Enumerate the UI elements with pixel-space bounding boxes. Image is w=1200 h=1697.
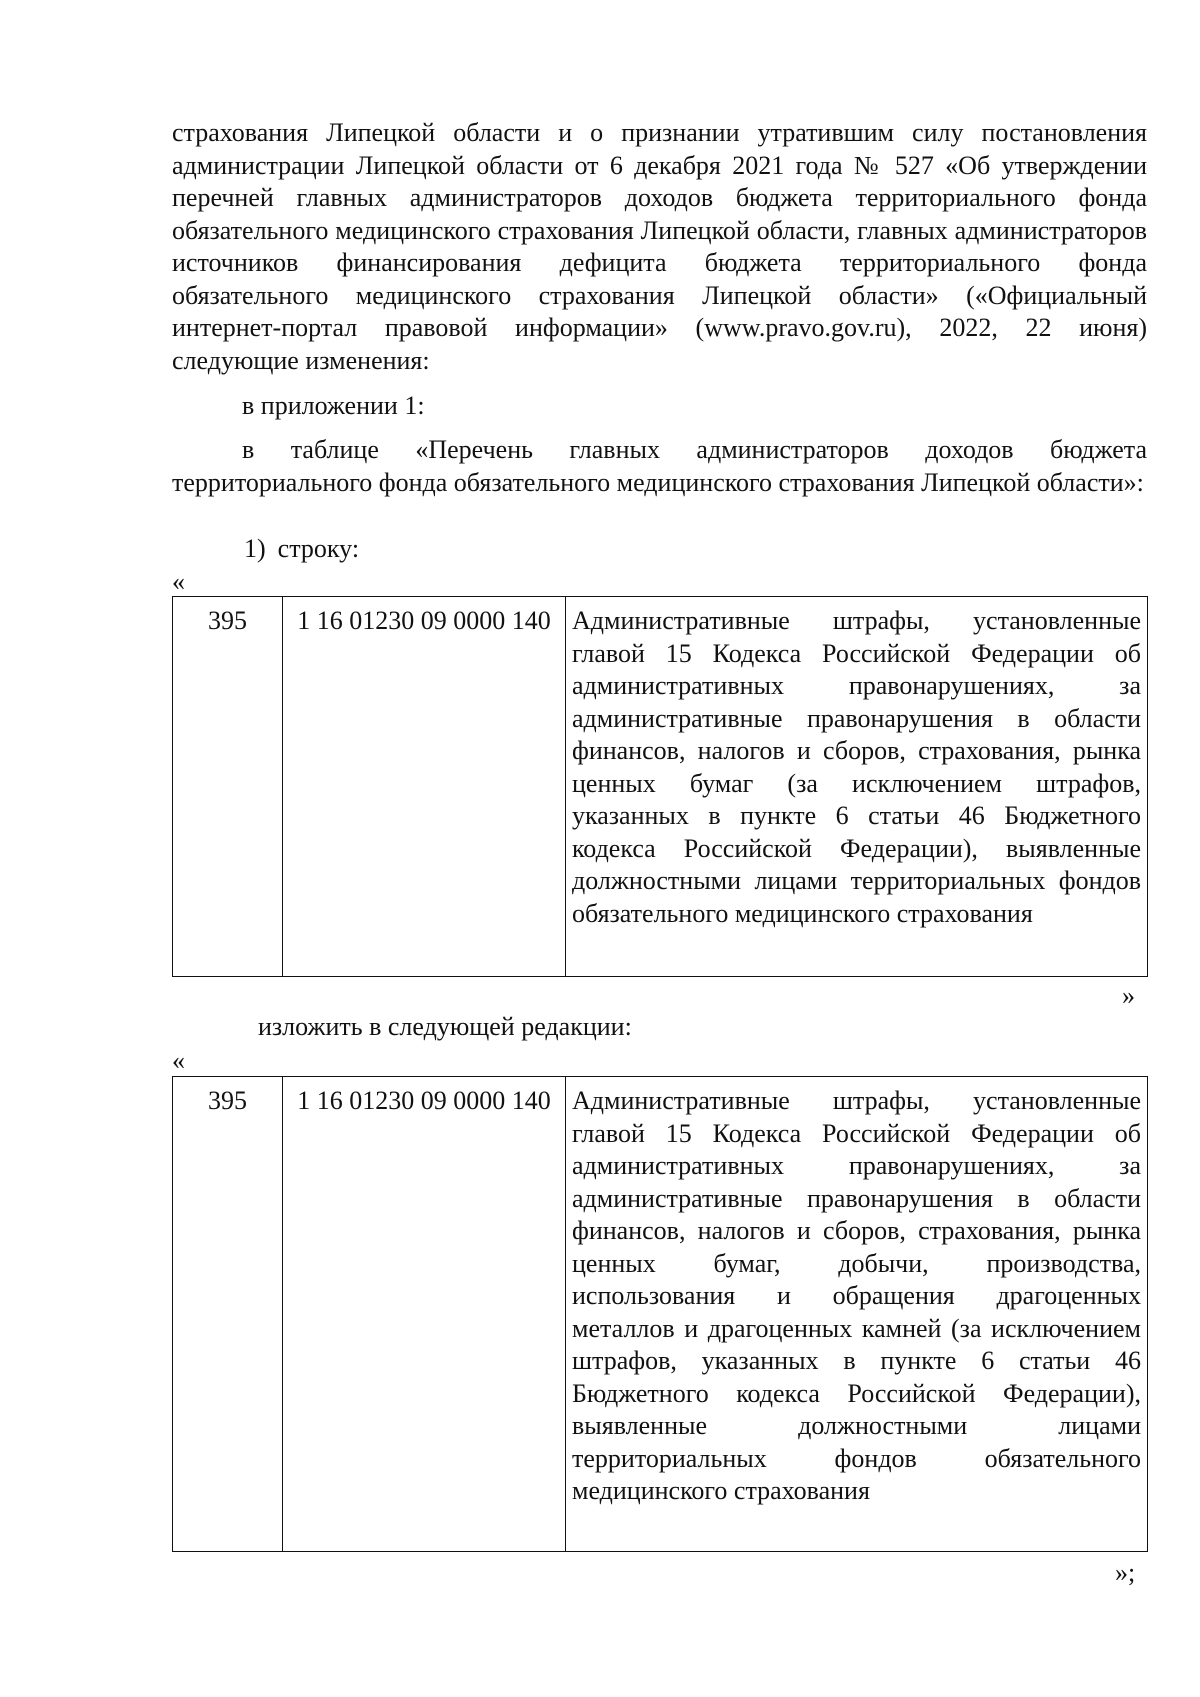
admin-code-cell: 395 bbox=[173, 1077, 283, 1552]
open-quote-new-row: « bbox=[172, 1046, 185, 1075]
appendix-line: в приложении 1: bbox=[242, 391, 425, 420]
admin-code-cell: 395 bbox=[173, 597, 283, 977]
table-row bbox=[173, 1077, 1148, 1552]
close-quote-new-row: »; bbox=[1115, 1558, 1136, 1587]
description-cell: Административные штрафы, установленные главой 15 Кодекса Российской Федерации об административных правонарушениях, за административные правонарушения в области финансов, налогов и сборов, страхования, рынка ценных бумаг (за исключением штрафов, указанных в пункте 6 статьи 46 Бюджетного кодекса Российской Федерации), выявленные должностными лицами территориальных фондов обязательного медицинского страхования bbox=[566, 597, 1148, 977]
replace-phrase: изложить в следующей редакции: bbox=[258, 1012, 632, 1041]
description-cell: Административные штрафы, установленные главой 15 Кодекса Российской Федерации об административных правонарушениях, за административные правонарушения в области финансов, налогов и сборов, страхования, рынка ценных бумаг, добычи, производства, использования и обращения драгоценных металлов и драгоценных камней (за исключением штрафов, указанных в пункте 6 статьи 46 Бюджетного кодекса Российской Федерации), выявленные должностными лицами территориальных фондов обязательного медицинского страхования bbox=[566, 1077, 1148, 1552]
old-row-table bbox=[172, 596, 1148, 977]
open-quote-old-row: « bbox=[172, 567, 185, 596]
item-text: строку: bbox=[277, 534, 360, 563]
new-row-table bbox=[172, 1076, 1148, 1552]
close-quote-old-row: » bbox=[1122, 981, 1135, 1010]
intro-paragraph: страхования Липецкой области и о признании утратившим силу постановления администрации Липецкой области от 6 декабря 2021 года № 527 «Об утверждении перечней главных администраторов доходов бюджета территориального фонда обязательного медицинского страхования Липецкой области, главных администраторов источников финансирования дефицита бюджета территориального фонда обязательного медицинского страхования Липецкой области» («Официальный интернет-портал правовой информации» (www.pravo.gov.ru), 2022, 22 июня) следующие изменения: bbox=[172, 118, 1147, 375]
item-number: 1) bbox=[244, 534, 266, 563]
table-reference-paragraph: в таблице «Перечень главных администраторов доходов бюджета территориального фонда обязательного медицинского страхования Липецкой области»: bbox=[172, 435, 1147, 497]
amendment-item bbox=[172, 533, 359, 566]
kbk-cell: 1 16 01230 09 0000 140 bbox=[283, 597, 566, 977]
kbk-cell: 1 16 01230 09 0000 140 bbox=[283, 1077, 566, 1552]
table-row bbox=[173, 597, 1148, 977]
